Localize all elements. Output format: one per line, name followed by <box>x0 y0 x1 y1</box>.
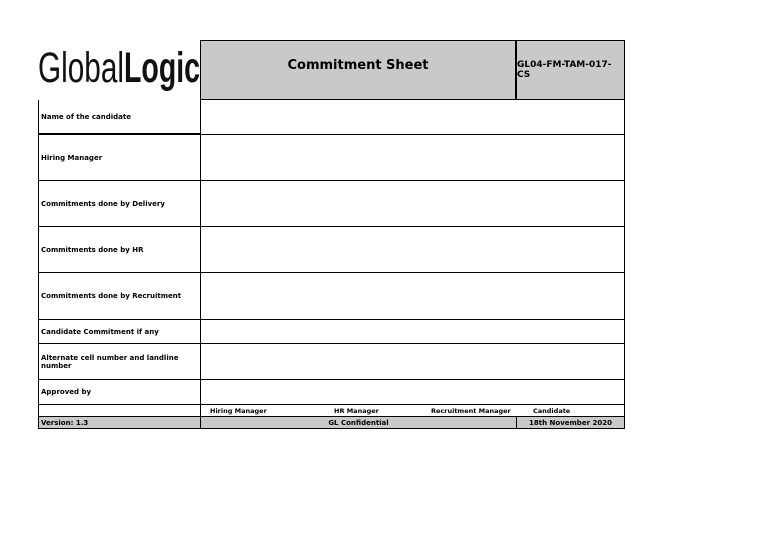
row-label: Approved by <box>39 380 201 404</box>
sheet-header <box>38 40 625 101</box>
row-label: Commitments done by Recruitment <box>39 273 201 319</box>
sheet-footer <box>39 417 624 429</box>
hr-commitments-field[interactable] <box>201 227 624 272</box>
signatory-hiring-manager: Hiring Manager <box>210 407 267 415</box>
form-row-hr-commitments <box>39 227 624 273</box>
signatory-labels <box>201 405 624 416</box>
logo-text-bold: Logic <box>124 44 200 92</box>
recruitment-commitments-field[interactable] <box>201 273 624 319</box>
approval-signature-field[interactable] <box>201 380 624 404</box>
form-row-candidate-commitment <box>39 320 624 344</box>
row-label: Commitments done by HR <box>39 227 201 272</box>
form-row-hiring-manager <box>39 135 624 181</box>
row-label: Alternate cell number and landline number <box>39 344 201 379</box>
sheet-title: Commitment Sheet <box>287 57 429 73</box>
hiring-manager-field[interactable] <box>201 135 624 180</box>
candidate-commitment-field[interactable] <box>201 320 624 343</box>
sheet-title-cell <box>200 40 516 100</box>
form-rows <box>38 100 625 429</box>
signatory-row <box>39 405 624 417</box>
globallogic-logo <box>38 40 200 101</box>
form-row-approved-by <box>39 380 624 405</box>
row-label: Hiring Manager <box>39 135 201 180</box>
alternate-numbers-field[interactable] <box>201 344 624 379</box>
doc-code: GL04-FM-TAM-017-CS <box>517 60 612 80</box>
form-row-candidate-name <box>39 100 624 135</box>
logo-text-regular: Global <box>38 44 124 92</box>
signatory-recruitment-manager: Recruitment Manager <box>431 407 511 415</box>
commitment-sheet <box>38 40 625 427</box>
confidential-label: GL Confidential <box>201 417 517 428</box>
delivery-commitments-field[interactable] <box>201 181 624 226</box>
row-label: Name of the candidate <box>39 100 201 134</box>
signatory-candidate: Candidate <box>533 407 571 415</box>
signatory-row-spacer <box>39 405 201 416</box>
date-label: 18th November 2020 <box>529 418 612 427</box>
row-label: Candidate Commitment if any <box>39 320 201 343</box>
signatory-hr-manager: HR Manager <box>334 407 379 415</box>
candidate-name-field[interactable] <box>201 100 624 134</box>
form-row-delivery-commitments <box>39 181 624 227</box>
form-row-recruitment-commitments <box>39 273 624 320</box>
version-label: Version: 1.3 <box>39 417 201 428</box>
doc-code-cell <box>516 40 625 100</box>
row-label: Commitments done by Delivery <box>39 181 201 226</box>
form-row-alternate-numbers <box>39 344 624 380</box>
